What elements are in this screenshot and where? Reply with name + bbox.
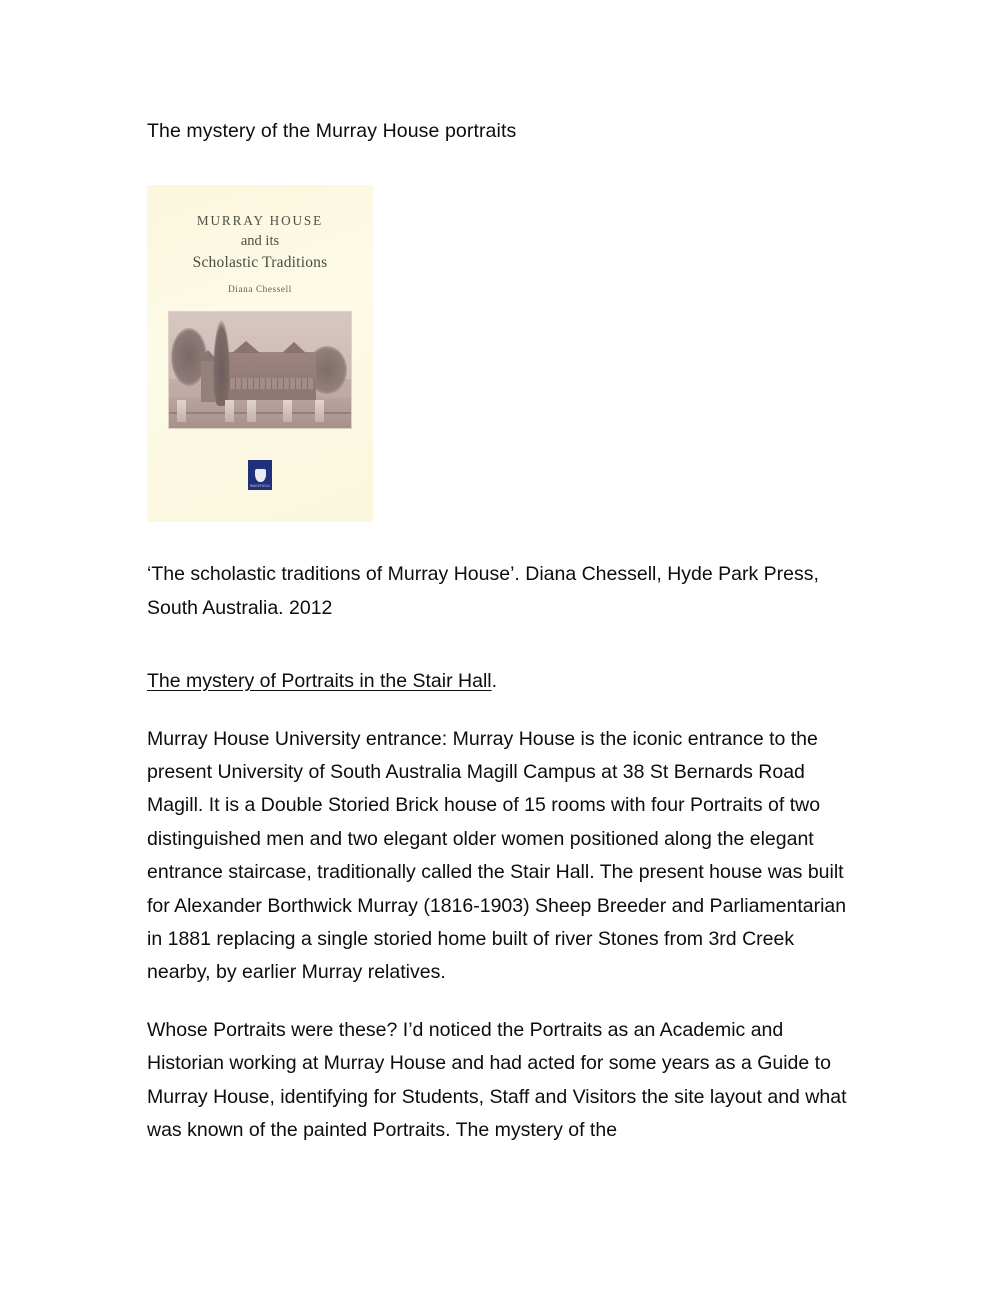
section-heading-period: .: [491, 670, 498, 692]
page-title: The mystery of the Murray House portraits: [147, 120, 517, 142]
page-content: [147, 0, 862, 1147]
photo-fence-post: [177, 400, 186, 422]
book-cover-photograph: [169, 312, 351, 428]
book-cover-author: Diana Chessell: [228, 284, 292, 294]
body-paragraph: Whose Portraits were these? I’d noticed the Portraits as an Academic and Historian working at Murray House and had acted for some years as a Guide to Murray House, identifying for Students, Staff and Visitors the site layout and what was known of the painted Portraits. The mystery of the: [147, 1018, 847, 1141]
photo-fence-post: [283, 400, 292, 422]
book-cover-subtitle-line1: and its: [240, 233, 280, 249]
book-cover-title: MURRAY HOUSE: [196, 213, 324, 228]
photo-house-building: [224, 352, 316, 400]
publisher-logo-icon: [248, 460, 272, 490]
publisher-logo-label: WAKEFIELD: [249, 484, 271, 488]
book-cover-subtitle-line2: Scholastic Traditions: [192, 254, 328, 271]
book-cover-image: [147, 185, 373, 522]
shield-icon: [255, 469, 266, 482]
photo-verandah: [229, 378, 313, 389]
section-heading-underlined-text: The mystery of Portraits in the Stair Hall: [147, 670, 492, 692]
photo-fence-post: [247, 400, 256, 422]
section-heading: [147, 625, 862, 699]
photo-fence-post: [315, 400, 324, 422]
book-cover-figure: [147, 185, 373, 522]
photo-fence-post: [225, 400, 234, 422]
book-citation: ‘The scholastic traditions of Murray House’. Diana Chessell, Hyde Park Press, South Australia. 2012: [147, 563, 819, 619]
body-paragraph: Murray House University entrance: Murray House is the iconic entrance to the present University of South Australia Magill Campus at 38 St Bernards Road Magill. It is a Double Storied Brick house of 15 rooms with four Portraits of two distinguished men and two elegant older women positioned along the elegant entrance staircase, traditionally called the Stair Hall. The present house was built for Alexander Borthwick Murray (1816-1903) Sheep Breeder and Parliamentarian in 1881 replacing a single storied home built of river Stones from 3rd Creek nearby, by earlier Murray relatives.: [147, 727, 847, 984]
